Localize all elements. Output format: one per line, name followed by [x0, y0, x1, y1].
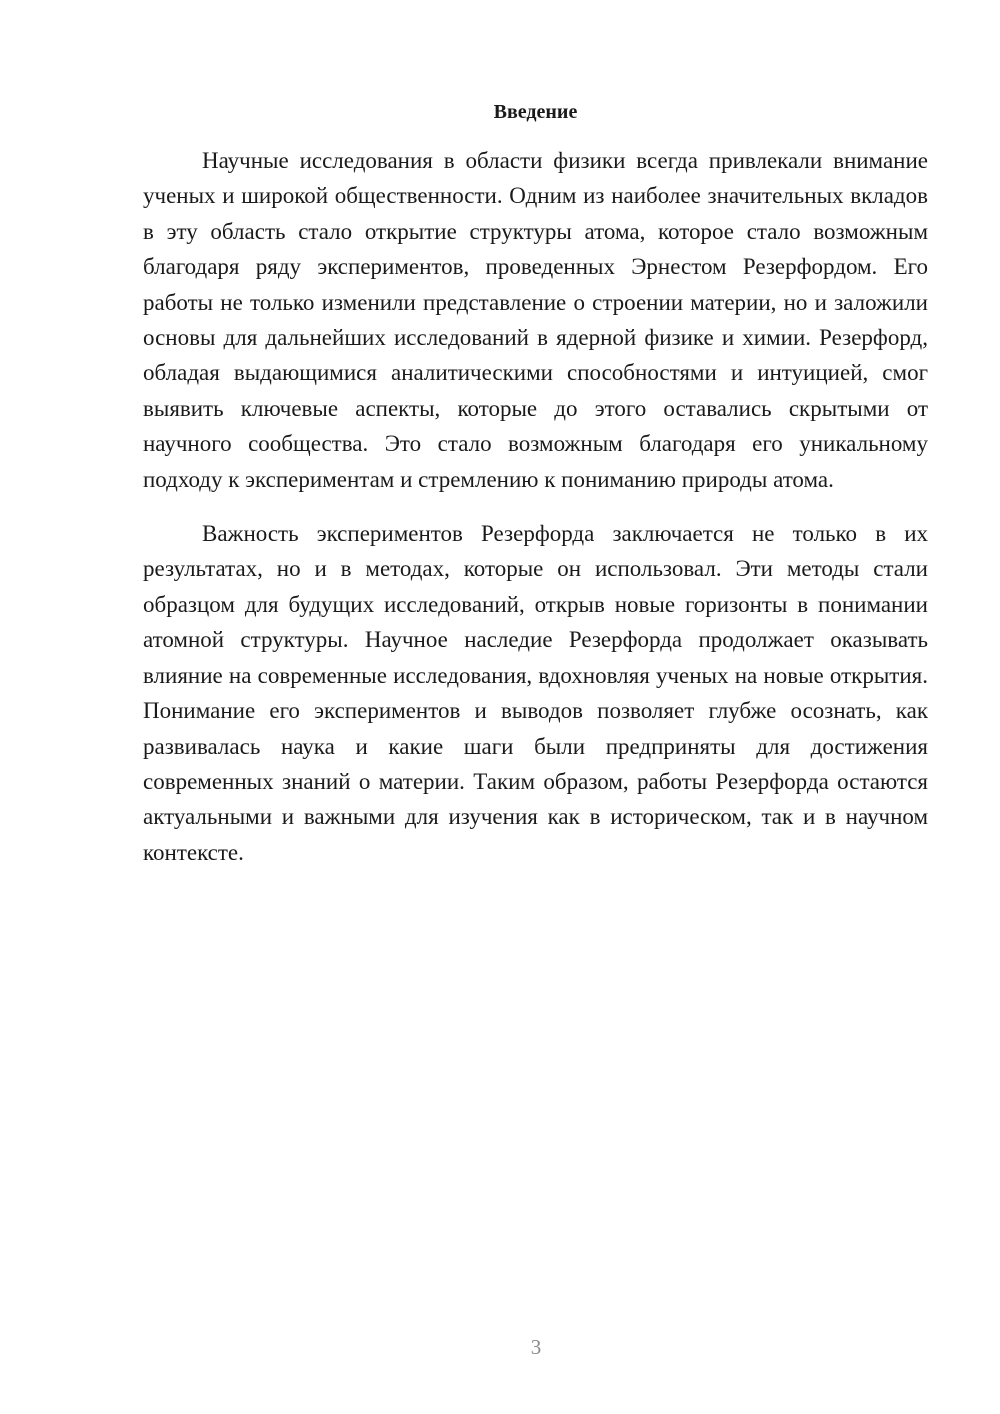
page-number: 3	[530, 1335, 542, 1359]
body-text	[143, 143, 928, 870]
paragraph-2: Важность экспериментов Резерфорда заключается не только в их результатах, но и в методах, которые он использовал. Эти методы стали образцом для будущих исследований, открыв новые горизонты в понимании атомной структуры. Научное наследие Резерфорда продолжает оказывать влияние на современные исследования, вдохновляя ученых на новые открытия. Понимание его экспериментов и выводов позволяет глубже осознать, как развивалась наука и какие шаги были предприняты для достижения современных знаний о материи. Таким образом, работы Резерфорда остаются актуальными и важными для изучения как в историческом, так и в научном контексте.	[143, 521, 928, 865]
section-title: Введение	[493, 101, 578, 123]
paragraph-1: Научные исследования в области физики всегда привлекали внимание ученых и широкой общественности. Одним из наиболее значительных вкладов в эту область стало открытие структуры атома, которое стало возможным благодаря ряду экспериментов, проведенных Эрнестом Резерфордом. Его работы не только изменили представление о строении материи, но и заложили основы для дальнейших исследований в ядерной физике и химии. Резерфорд, обладая выдающимися аналитическими способностями и интуицией, смог выявить ключевые аспекты, которые до этого оставались скрытыми от научного сообщества. Это стало возможным благодаря его уникальному подходу к экспериментам и стремлению к пониманию природы атома.	[143, 148, 928, 492]
